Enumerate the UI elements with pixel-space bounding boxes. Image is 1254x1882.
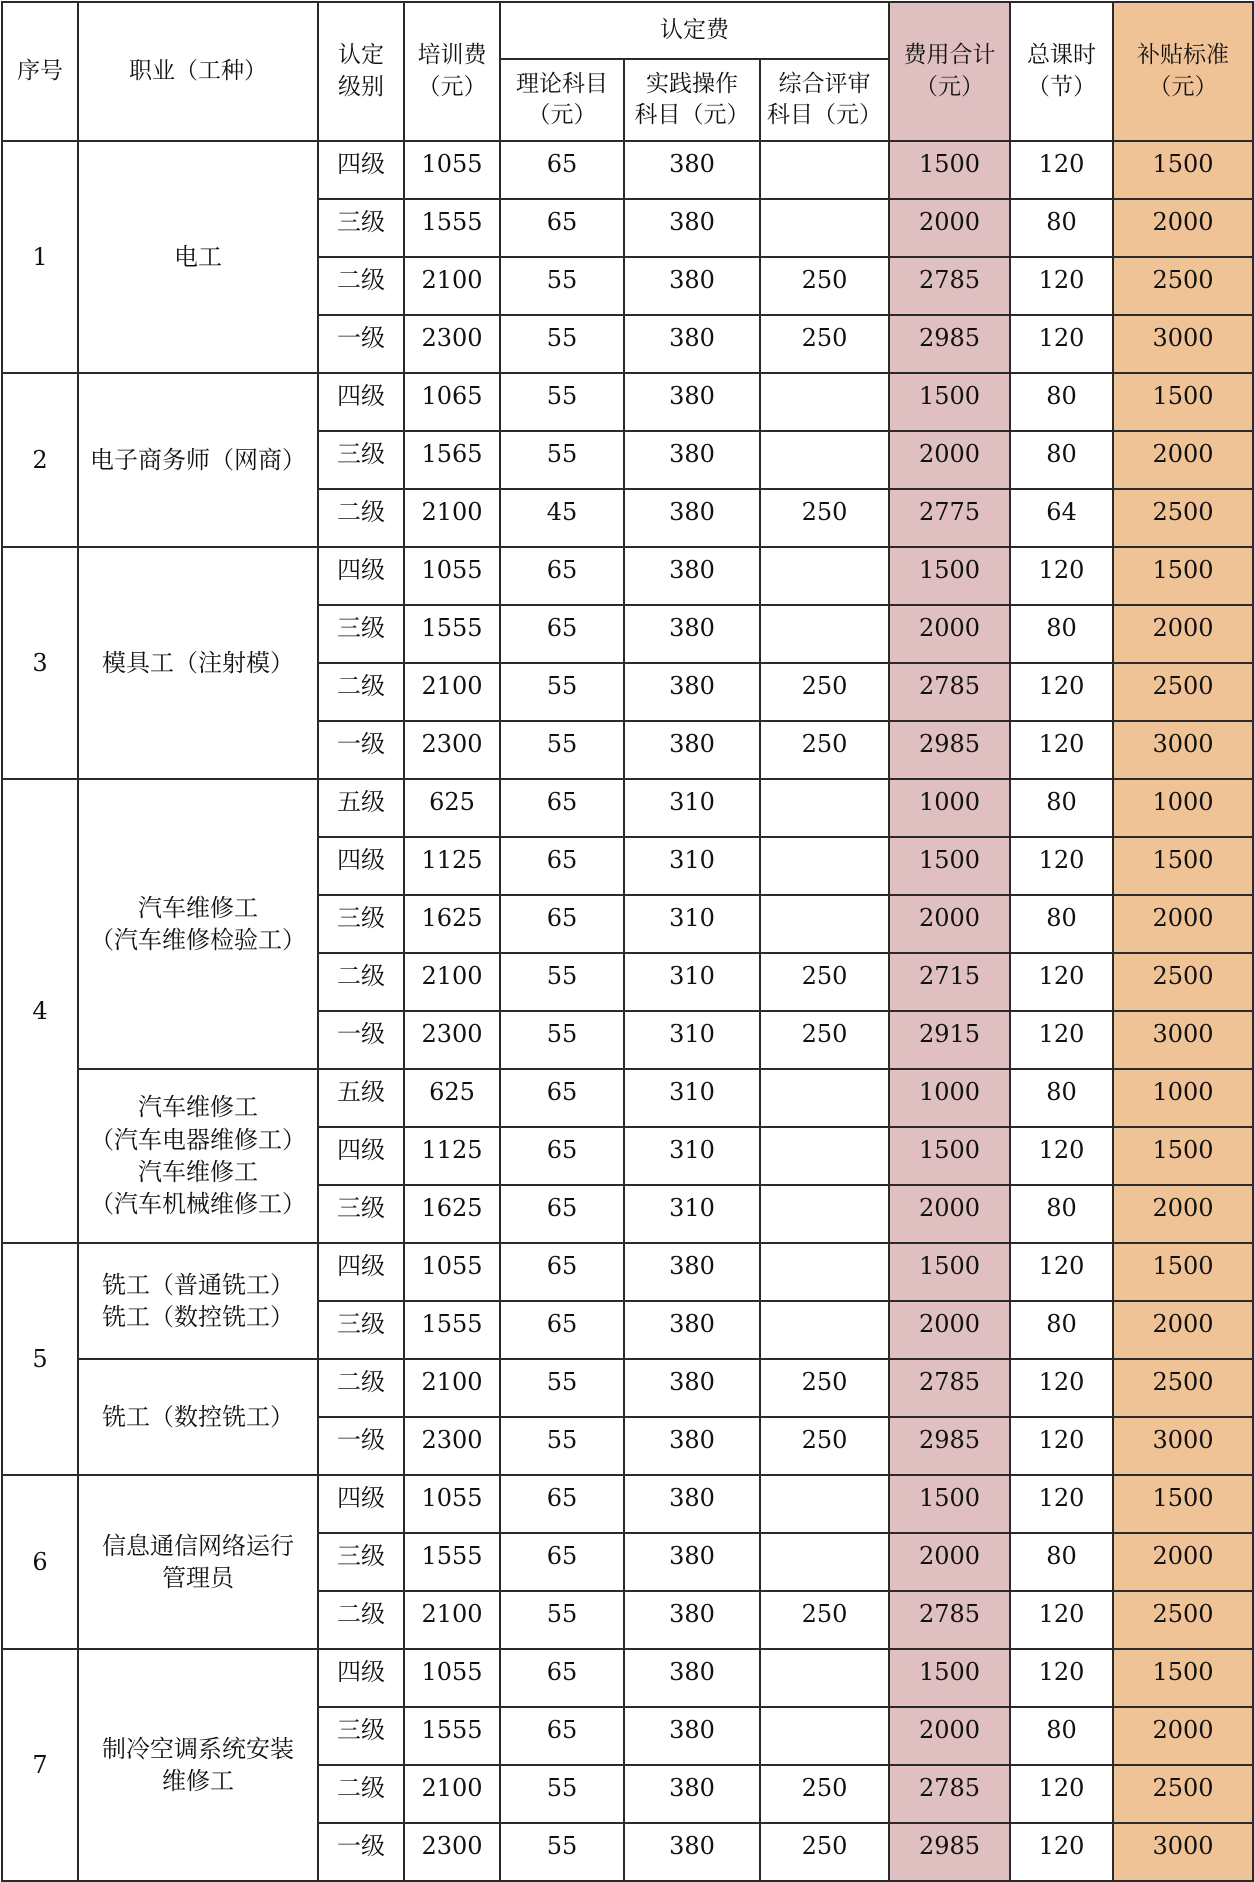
cell-total-fee: 1500: [889, 1475, 1010, 1533]
header-cert-fee: 认定费: [500, 2, 889, 59]
cell-total-fee: 2000: [889, 605, 1010, 663]
cell-subsidy: 1500: [1113, 373, 1253, 431]
cell-level: 四级: [318, 547, 404, 605]
cell-practice-fee: 380: [624, 373, 760, 431]
cell-review-fee: 250: [760, 489, 889, 547]
cell-theory-fee: 65: [500, 199, 624, 257]
cell-level: 三级: [318, 895, 404, 953]
cell-practice-fee: 380: [624, 605, 760, 663]
cell-total-fee: 2785: [889, 1765, 1010, 1823]
cell-level: 四级: [318, 373, 404, 431]
occupation-line: 汽车维修工: [138, 1158, 258, 1186]
cell-hours: 120: [1010, 1243, 1113, 1301]
cell-level: 二级: [318, 1359, 404, 1417]
cell-total-fee: 2000: [889, 895, 1010, 953]
cell-total-fee: 2785: [889, 663, 1010, 721]
cell-total-fee: 2775: [889, 489, 1010, 547]
cell-review-fee: 250: [760, 1011, 889, 1069]
cell-theory-fee: 65: [500, 1649, 624, 1707]
cell-review-fee: 250: [760, 315, 889, 373]
cell-theory-fee: 65: [500, 895, 624, 953]
cell-theory-fee: 65: [500, 547, 624, 605]
cell-review-fee: 250: [760, 663, 889, 721]
cell-review-fee: [760, 547, 889, 605]
cell-level: 四级: [318, 1127, 404, 1185]
cell-subsidy: 3000: [1113, 1417, 1253, 1475]
cell-level: 三级: [318, 199, 404, 257]
cell-theory-fee: 65: [500, 1301, 624, 1359]
cell-occupation: [78, 373, 318, 547]
cell-training-fee: 1625: [404, 1185, 500, 1243]
cell-subsidy: 2000: [1113, 1301, 1253, 1359]
cell-occupation: [78, 1069, 318, 1243]
cell-level: 三级: [318, 431, 404, 489]
cell-subsidy: 1500: [1113, 1649, 1253, 1707]
cell-review-fee: 250: [760, 1765, 889, 1823]
cell-subsidy: 2000: [1113, 1707, 1253, 1765]
cell-theory-fee: 55: [500, 663, 624, 721]
cell-hours: 120: [1010, 1823, 1113, 1881]
occupation-line: （汽车电器维修工）: [90, 1125, 306, 1154]
cell-level: 三级: [318, 1707, 404, 1765]
cell-hours: 80: [1010, 895, 1113, 953]
cell-theory-fee: 55: [500, 1011, 624, 1069]
cell-practice-fee: 380: [624, 315, 760, 373]
cell-total-fee: 2785: [889, 1591, 1010, 1649]
cell-subsidy: 1000: [1113, 1069, 1253, 1127]
cell-hours: 80: [1010, 1069, 1113, 1127]
cell-review-fee: [760, 431, 889, 489]
cell-hours: 80: [1010, 431, 1113, 489]
cell-total-fee: 1000: [889, 1069, 1010, 1127]
cell-subsidy: 2000: [1113, 431, 1253, 489]
cell-review-fee: [760, 605, 889, 663]
cell-practice-fee: 380: [624, 1707, 760, 1765]
occupation-line: （汽车机械维修工）: [90, 1190, 306, 1219]
cell-seq: 7: [2, 1649, 78, 1881]
cell-practice-fee: 310: [624, 953, 760, 1011]
cell-occupation: [78, 1649, 318, 1881]
cell-practice-fee: 310: [624, 1069, 760, 1127]
cell-seq: 5: [2, 1243, 78, 1475]
cell-review-fee: [760, 199, 889, 257]
occupation-line: 汽车维修工: [138, 1093, 258, 1122]
cell-level: 五级: [318, 1069, 404, 1127]
table-header: [2, 2, 1253, 141]
cell-review-fee: [760, 1649, 889, 1707]
cell-hours: 80: [1010, 1707, 1113, 1765]
cell-theory-fee: 65: [500, 1243, 624, 1301]
cell-hours: 120: [1010, 953, 1113, 1011]
cell-total-fee: 1500: [889, 373, 1010, 431]
cell-review-fee: [760, 141, 889, 199]
cell-level: 三级: [318, 605, 404, 663]
cell-practice-fee: 380: [624, 1475, 760, 1533]
cell-seq: 2: [2, 373, 78, 547]
cell-theory-fee: 55: [500, 953, 624, 1011]
cell-level: 四级: [318, 1475, 404, 1533]
cell-practice-fee: 380: [624, 141, 760, 199]
occupation-line: 铣工（数控铣工）: [102, 1303, 294, 1331]
table-row: [2, 373, 1253, 431]
cell-occupation: [78, 547, 318, 779]
cell-review-fee: [760, 1127, 889, 1185]
occupation-line: （汽车维修检验工）: [90, 926, 306, 954]
cell-practice-fee: 380: [624, 199, 760, 257]
cell-review-fee: 250: [760, 721, 889, 779]
cell-theory-fee: 55: [500, 721, 624, 779]
cell-hours: 120: [1010, 1011, 1113, 1069]
cell-total-fee: 2000: [889, 199, 1010, 257]
cell-review-fee: [760, 837, 889, 895]
cell-total-fee: 2915: [889, 1011, 1010, 1069]
cell-total-fee: 2785: [889, 257, 1010, 315]
cell-training-fee: 2100: [404, 1359, 500, 1417]
cell-total-fee: 2000: [889, 431, 1010, 489]
occupation-line: 维修工: [162, 1767, 234, 1795]
cell-total-fee: 2985: [889, 1823, 1010, 1881]
cell-practice-fee: 380: [624, 1591, 760, 1649]
cell-subsidy: 2500: [1113, 257, 1253, 315]
cell-practice-fee: 380: [624, 1533, 760, 1591]
cell-theory-fee: 55: [500, 431, 624, 489]
cell-level: 一级: [318, 1823, 404, 1881]
header-occupation: 职业（工种）: [78, 2, 318, 141]
cell-occupation: [78, 1475, 318, 1649]
cell-theory-fee: 55: [500, 1765, 624, 1823]
cell-training-fee: 2100: [404, 663, 500, 721]
cell-theory-fee: 55: [500, 1591, 624, 1649]
cell-occupation: [78, 1243, 318, 1359]
cell-level: 一级: [318, 721, 404, 779]
cell-review-fee: [760, 1533, 889, 1591]
cell-subsidy: 2500: [1113, 1765, 1253, 1823]
cell-hours: 120: [1010, 1765, 1113, 1823]
cell-review-fee: [760, 373, 889, 431]
occupation-line: 铣工（普通铣工）: [102, 1270, 294, 1299]
cell-total-fee: 2985: [889, 1417, 1010, 1475]
cell-practice-fee: 310: [624, 895, 760, 953]
cell-hours: 120: [1010, 315, 1113, 373]
cell-practice-fee: 380: [624, 257, 760, 315]
cell-theory-fee: 65: [500, 1069, 624, 1127]
cell-review-fee: [760, 1069, 889, 1127]
cell-review-fee: [760, 1301, 889, 1359]
cell-practice-fee: 380: [624, 547, 760, 605]
cell-hours: 80: [1010, 1533, 1113, 1591]
cell-practice-fee: 310: [624, 779, 760, 837]
cell-hours: 120: [1010, 1649, 1113, 1707]
cell-training-fee: 2100: [404, 1591, 500, 1649]
cell-hours: 80: [1010, 1185, 1113, 1243]
header-training-fee: 培训费 （元）: [404, 2, 500, 141]
table-row: [2, 547, 1253, 605]
header-seq: 序号: [2, 2, 78, 141]
cell-total-fee: 2715: [889, 953, 1010, 1011]
cell-hours: 120: [1010, 1591, 1113, 1649]
table-row: [2, 141, 1253, 199]
cell-theory-fee: 65: [500, 779, 624, 837]
cell-level: 一级: [318, 315, 404, 373]
cell-review-fee: [760, 1185, 889, 1243]
cell-review-fee: 250: [760, 257, 889, 315]
table-row: [2, 1243, 1253, 1301]
cell-subsidy: 2000: [1113, 1185, 1253, 1243]
cell-theory-fee: 45: [500, 489, 624, 547]
cell-review-fee: [760, 1707, 889, 1765]
cell-review-fee: 250: [760, 1359, 889, 1417]
cell-training-fee: 2300: [404, 1417, 500, 1475]
cell-training-fee: 625: [404, 1069, 500, 1127]
cell-level: 四级: [318, 1243, 404, 1301]
cell-subsidy: 1500: [1113, 141, 1253, 199]
cell-hours: 120: [1010, 547, 1113, 605]
header-subsidy: 补贴标准 （元）: [1113, 2, 1253, 141]
cell-total-fee: 1500: [889, 1649, 1010, 1707]
cell-practice-fee: 380: [624, 431, 760, 489]
cell-level: 一级: [318, 1417, 404, 1475]
cell-hours: 80: [1010, 779, 1113, 837]
cell-subsidy: 2500: [1113, 953, 1253, 1011]
header-review: 综合评审 科目（元）: [760, 59, 889, 141]
cell-level: 三级: [318, 1533, 404, 1591]
cell-level: 五级: [318, 779, 404, 837]
cell-total-fee: 2000: [889, 1533, 1010, 1591]
cell-level: 二级: [318, 1765, 404, 1823]
table-row: [2, 1649, 1253, 1707]
cell-practice-fee: 380: [624, 1301, 760, 1359]
cell-theory-fee: 65: [500, 1475, 624, 1533]
cell-practice-fee: 380: [624, 1243, 760, 1301]
cell-subsidy: 3000: [1113, 721, 1253, 779]
occupation-line: 铣工（数控铣工）: [102, 1402, 294, 1431]
cell-review-fee: [760, 1243, 889, 1301]
cell-training-fee: 1555: [404, 605, 500, 663]
cell-total-fee: 1500: [889, 547, 1010, 605]
cell-training-fee: 2300: [404, 315, 500, 373]
cell-review-fee: [760, 779, 889, 837]
cell-hours: 120: [1010, 1475, 1113, 1533]
cell-subsidy: 1500: [1113, 1475, 1253, 1533]
cell-training-fee: 2100: [404, 1765, 500, 1823]
fee-table: [1, 1, 1254, 1882]
cell-subsidy: 3000: [1113, 315, 1253, 373]
cell-level: 四级: [318, 837, 404, 895]
cell-theory-fee: 55: [500, 315, 624, 373]
occupation-line: 模具工（注射模）: [102, 648, 294, 677]
cell-hours: 80: [1010, 605, 1113, 663]
cell-practice-fee: 310: [624, 1185, 760, 1243]
header-practice: 实践操作 科目（元）: [624, 59, 760, 141]
cell-training-fee: 2300: [404, 1823, 500, 1881]
cell-hours: 80: [1010, 1301, 1113, 1359]
cell-practice-fee: 310: [624, 1011, 760, 1069]
cell-practice-fee: 310: [624, 1127, 760, 1185]
cell-hours: 120: [1010, 1127, 1113, 1185]
cell-hours: 80: [1010, 199, 1113, 257]
cell-total-fee: 2000: [889, 1301, 1010, 1359]
cell-seq: 4: [2, 779, 78, 1243]
cell-theory-fee: 55: [500, 1417, 624, 1475]
cell-level: 三级: [318, 1301, 404, 1359]
cell-seq: 6: [2, 1475, 78, 1649]
cell-level: 二级: [318, 663, 404, 721]
header-theory: 理论科目 （元）: [500, 59, 624, 141]
cell-total-fee: 2000: [889, 1707, 1010, 1765]
occupation-line: 制冷空调系统安装: [102, 1734, 294, 1763]
cell-seq: 1: [2, 141, 78, 373]
cell-practice-fee: 380: [624, 1359, 760, 1417]
occupation-line: 管理员: [162, 1564, 234, 1592]
table-body: [2, 141, 1253, 1881]
cell-training-fee: 625: [404, 779, 500, 837]
cell-subsidy: 2000: [1113, 895, 1253, 953]
table-row: [2, 1069, 1253, 1127]
cell-subsidy: 1500: [1113, 1127, 1253, 1185]
cell-total-fee: 2985: [889, 315, 1010, 373]
cell-practice-fee: 310: [624, 837, 760, 895]
cell-practice-fee: 380: [624, 489, 760, 547]
cell-training-fee: 1565: [404, 431, 500, 489]
cell-total-fee: 1500: [889, 837, 1010, 895]
cell-total-fee: 2000: [889, 1185, 1010, 1243]
cell-practice-fee: 380: [624, 1417, 760, 1475]
cell-training-fee: 1555: [404, 1301, 500, 1359]
cell-training-fee: 2300: [404, 1011, 500, 1069]
cell-theory-fee: 55: [500, 257, 624, 315]
occupation-line: 信息通信网络运行: [102, 1531, 294, 1560]
cell-subsidy: 2500: [1113, 489, 1253, 547]
cell-training-fee: 2100: [404, 257, 500, 315]
cell-occupation: [78, 141, 318, 373]
cell-training-fee: 1555: [404, 1533, 500, 1591]
cell-subsidy: 1000: [1113, 779, 1253, 837]
cell-training-fee: 2100: [404, 489, 500, 547]
cell-subsidy: 2500: [1113, 1591, 1253, 1649]
cell-review-fee: 250: [760, 953, 889, 1011]
cell-training-fee: 1555: [404, 1707, 500, 1765]
cell-review-fee: 250: [760, 1417, 889, 1475]
header-total: 费用合计 （元）: [889, 2, 1010, 141]
cell-theory-fee: 55: [500, 1823, 624, 1881]
cell-hours: 120: [1010, 1359, 1113, 1417]
cell-theory-fee: 55: [500, 373, 624, 431]
cell-subsidy: 1500: [1113, 837, 1253, 895]
cell-training-fee: 2100: [404, 953, 500, 1011]
cell-hours: 120: [1010, 721, 1113, 779]
occupation-line: 电子商务师（网商）: [90, 445, 306, 474]
cell-total-fee: 1500: [889, 1243, 1010, 1301]
cell-level: 四级: [318, 1649, 404, 1707]
cell-hours: 64: [1010, 489, 1113, 547]
cell-practice-fee: 380: [624, 1823, 760, 1881]
table-row: [2, 779, 1253, 837]
cell-hours: 120: [1010, 663, 1113, 721]
cell-hours: 120: [1010, 257, 1113, 315]
cell-level: 二级: [318, 257, 404, 315]
header-level: 认定 级别: [318, 2, 404, 141]
cell-theory-fee: 65: [500, 605, 624, 663]
cell-theory-fee: 55: [500, 1359, 624, 1417]
cell-training-fee: 1125: [404, 1127, 500, 1185]
table-row: [2, 1359, 1253, 1417]
cell-level: 三级: [318, 1185, 404, 1243]
cell-level: 二级: [318, 1591, 404, 1649]
cell-total-fee: 2785: [889, 1359, 1010, 1417]
cell-practice-fee: 380: [624, 663, 760, 721]
cell-hours: 80: [1010, 373, 1113, 431]
cell-theory-fee: 65: [500, 837, 624, 895]
cell-total-fee: 1500: [889, 141, 1010, 199]
cell-total-fee: 1500: [889, 1127, 1010, 1185]
cell-subsidy: 3000: [1113, 1823, 1253, 1881]
cell-practice-fee: 380: [624, 1765, 760, 1823]
cell-theory-fee: 65: [500, 1185, 624, 1243]
occupation-line: 汽车维修工: [138, 893, 258, 922]
cell-seq: 3: [2, 547, 78, 779]
header-hours: 总课时 （节）: [1010, 2, 1113, 141]
cell-subsidy: 2500: [1113, 1359, 1253, 1417]
occupation-line: 电工: [174, 242, 222, 271]
cell-total-fee: 1000: [889, 779, 1010, 837]
cell-training-fee: 1055: [404, 141, 500, 199]
cell-hours: 120: [1010, 1417, 1113, 1475]
cell-training-fee: 1065: [404, 373, 500, 431]
cell-training-fee: 1625: [404, 895, 500, 953]
cell-subsidy: 1500: [1113, 1243, 1253, 1301]
cell-subsidy: 3000: [1113, 1011, 1253, 1069]
cell-training-fee: 1055: [404, 547, 500, 605]
cell-theory-fee: 65: [500, 1533, 624, 1591]
cell-training-fee: 1055: [404, 1649, 500, 1707]
cell-level: 一级: [318, 1011, 404, 1069]
cell-subsidy: 2000: [1113, 1533, 1253, 1591]
cell-subsidy: 2500: [1113, 663, 1253, 721]
cell-review-fee: [760, 1475, 889, 1533]
cell-occupation: [78, 1359, 318, 1475]
cell-level: 二级: [318, 489, 404, 547]
cell-training-fee: 1555: [404, 199, 500, 257]
cell-review-fee: 250: [760, 1823, 889, 1881]
cell-level: 二级: [318, 953, 404, 1011]
cell-training-fee: 1055: [404, 1243, 500, 1301]
cell-theory-fee: 65: [500, 1707, 624, 1765]
cell-level: 四级: [318, 141, 404, 199]
cell-practice-fee: 380: [624, 721, 760, 779]
table-row: [2, 1475, 1253, 1533]
cell-training-fee: 2300: [404, 721, 500, 779]
cell-subsidy: 2000: [1113, 199, 1253, 257]
cell-training-fee: 1125: [404, 837, 500, 895]
cell-subsidy: 2000: [1113, 605, 1253, 663]
cell-training-fee: 1055: [404, 1475, 500, 1533]
cell-subsidy: 1500: [1113, 547, 1253, 605]
cell-theory-fee: 65: [500, 1127, 624, 1185]
cell-hours: 120: [1010, 837, 1113, 895]
cell-hours: 120: [1010, 141, 1113, 199]
cell-review-fee: [760, 895, 889, 953]
cell-review-fee: 250: [760, 1591, 889, 1649]
cell-occupation: [78, 779, 318, 1069]
cell-practice-fee: 380: [624, 1649, 760, 1707]
cell-total-fee: 2985: [889, 721, 1010, 779]
cell-theory-fee: 65: [500, 141, 624, 199]
